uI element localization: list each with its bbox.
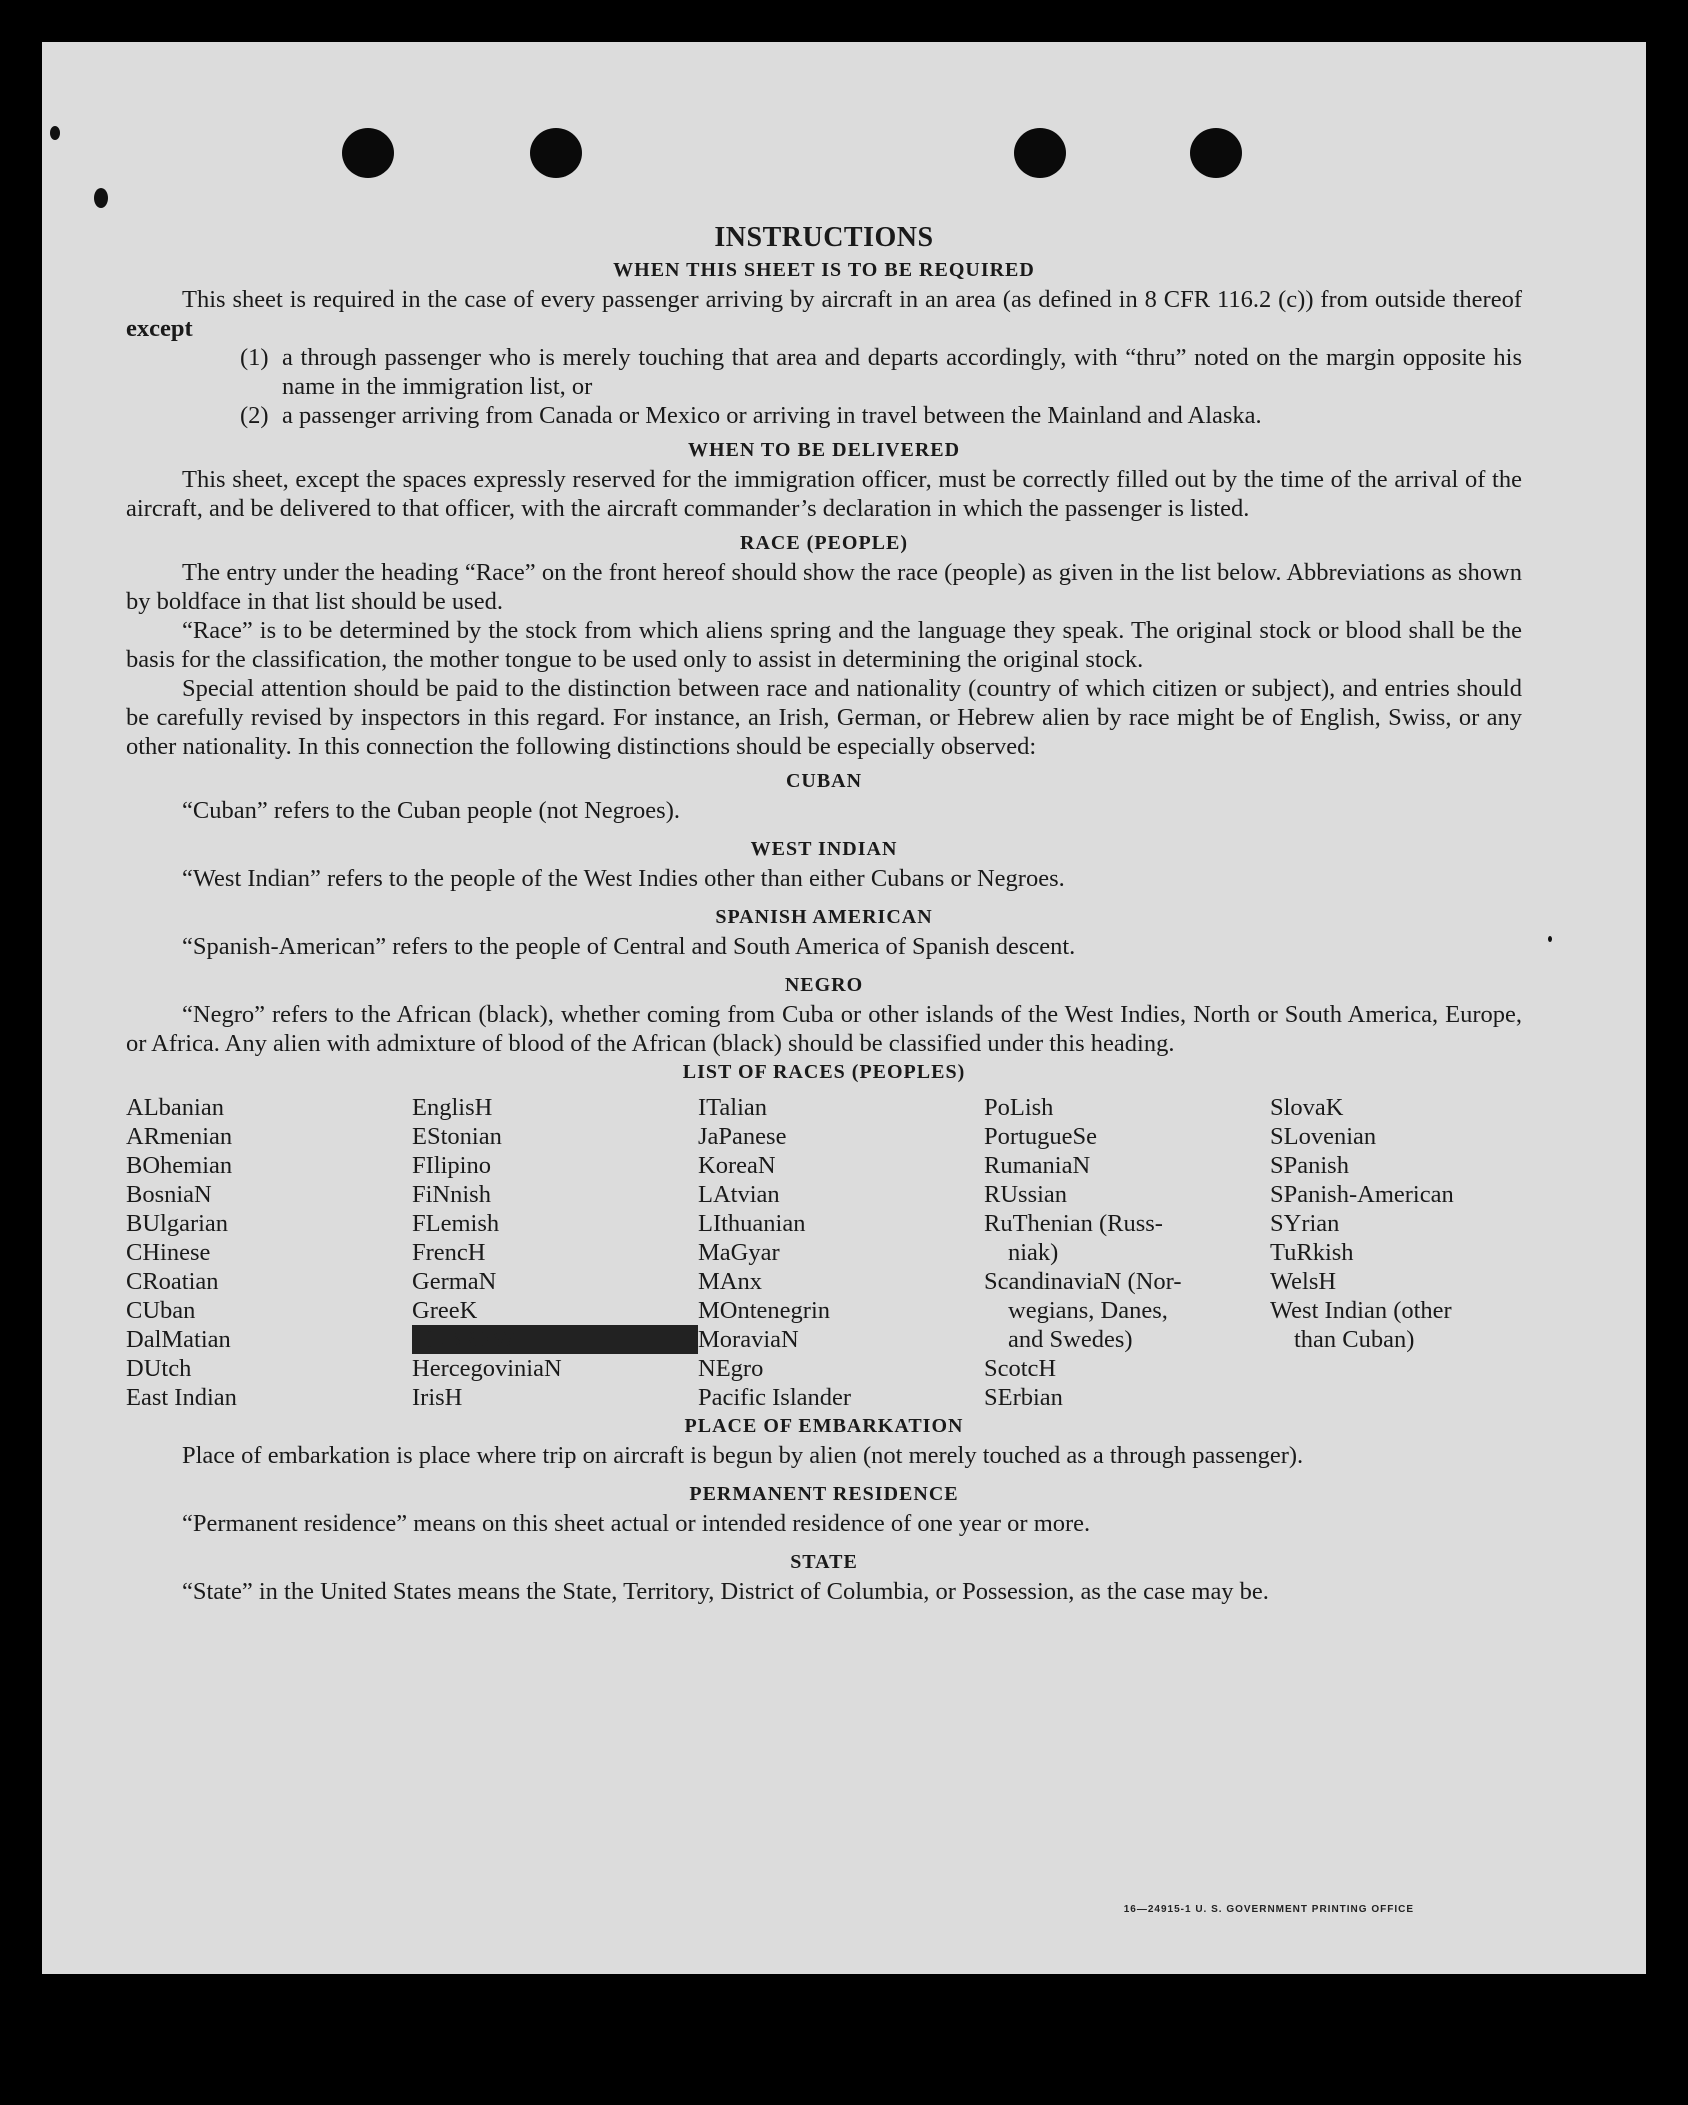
item-number: (1) [240,344,269,371]
when-required-intro [126,285,1522,343]
race-entry: WelsH [1270,1268,1337,1295]
race-entry: RuThenian (Russ- [984,1210,1163,1237]
race-entry-continued: niak) [1008,1239,1059,1266]
race-entry: MaGyar [698,1239,780,1266]
heading-state: STATE [790,1551,858,1573]
punch-hole [1014,128,1066,178]
race-entry-continued: than Cuban) [1294,1326,1415,1353]
races-column [984,1093,1270,1412]
item-text: a through passenger who is merely touching that area and departs accordingly, with “thru” noted on the margin opposite his name in the immigration list, or [282,344,1522,400]
race-entry: HercegoviniaN [412,1355,562,1382]
ink-speck [94,188,108,208]
race-entry: CRoatian [126,1268,219,1295]
race-entry: SLovenian [1270,1123,1377,1150]
heading-when-required: WHEN THIS SHEET IS TO BE REQUIRED [613,259,1035,281]
race-entry: GreeK [412,1297,478,1324]
races-column [1270,1093,1530,1412]
instructions-body [126,220,1522,1606]
race-entry: SErbian [984,1384,1063,1411]
race-entry: ScotcH [984,1355,1057,1382]
race-entry: East Indian [126,1384,237,1411]
ink-speck [50,126,60,140]
item-number: (2) [240,402,269,429]
race-entry: EStonian [412,1123,502,1150]
printer-imprint: 16—24915-1 U. S. GOVERNMENT PRINTING OFFICE [1123,1904,1414,1915]
exception-item [240,343,1522,401]
intro-text: This sheet is required in the case of every passenger arriving by aircraft in an area (as defined in 8 CFR 116.2 (c)) from outside thereof [182,286,1522,313]
race-entry: KoreaN [698,1152,776,1179]
race-entry: BOhemian [126,1152,233,1179]
embarkation-text: Place of embarkation is place where trip on aircraft is begun by alien (not merely touched as a through passenger). [182,1442,1304,1469]
race-entry: MOntenegrin [698,1297,830,1324]
race-entry: PoLish [984,1094,1054,1121]
heading-negro: NEGRO [784,974,864,996]
race-entry: CHinese [126,1239,211,1266]
race-entry: CUban [126,1297,196,1324]
race-entry: BosniaN [126,1181,212,1208]
races-list [126,1093,1522,1412]
races-column [126,1093,412,1412]
race-entry: IrisH [412,1384,463,1411]
heading-race: RACE (PEOPLE) [740,532,908,554]
race-entry: DUtch [126,1355,192,1382]
race-entry: SPanish [1270,1152,1349,1179]
heading-list-of-races: LIST OF RACES (PEOPLES) [682,1061,966,1083]
race-entry: TuRkish [1270,1239,1354,1266]
race-entry: ITalian [698,1094,768,1121]
race-entry-continued: and Swedes) [1008,1326,1133,1353]
race-entry: DalMatian [126,1326,231,1353]
race-entry: MAnx [698,1268,762,1295]
race-entry: LIthuanian [698,1210,806,1237]
race-entry: FrencH [412,1239,486,1266]
heading-when-delivered: WHEN TO BE DELIVERED [687,439,961,461]
race-entry: GermaN [412,1268,497,1295]
races-column [698,1093,984,1412]
race-entry: LAtvian [698,1181,780,1208]
race-entry: FIlipino [412,1152,491,1179]
heading-cuban: CUBAN [785,770,863,792]
page-title: INSTRUCTIONS [714,222,934,253]
punch-hole [1190,128,1242,178]
negro-text: “Negro” refers to the African (black), whether coming from Cuba or other islands of the West Indies, North or South America, Europe, or Africa. Any alien with admixture of blood of the African (black) should be classified under this heading. [126,1001,1522,1057]
cuban-text: “Cuban” refers to the Cuban people (not Negroes). [182,797,680,824]
spanish-american-text: “Spanish-American” refers to the people of Central and South America of Spanish descent. [182,933,1076,960]
when-delivered-text: This sheet, except the spaces expressly reserved for the immigration officer, must be correctly filled out by the time of the arrival of the aircraft, and be delivered to that officer, with the aircraft commander’s declaration in which the passenger is listed. [126,466,1522,522]
race-paragraph: The entry under the heading “Race” on the front hereof should show the race (people) as given in the list below. Abbreviations as shown by boldface in that list should be used. [126,559,1522,615]
race-entry: SPanish-American [1270,1181,1454,1208]
punch-hole [530,128,582,178]
state-text: “State” in the United States means the State, Territory, District of Columbia, or Possession, as the case may be. [182,1578,1269,1605]
race-entry: RumaniaN [984,1152,1091,1179]
race-entry: SYrian [1270,1210,1340,1237]
race-entry-redacted [412,1325,698,1354]
race-entry-continued: wegians, Danes, [1008,1297,1168,1324]
exception-item [240,401,1522,430]
race-entry: PortugueSe [984,1123,1097,1150]
race-entry: JaPanese [698,1123,787,1150]
race-entry: BUlgarian [126,1210,229,1237]
redacted-entry: HEBREW [412,1325,698,1354]
west-indian-text: “West Indian” refers to the people of the West Indies other than either Cubans or Negroes. [182,865,1065,892]
ink-speck [1548,936,1552,942]
race-entry: Pacific Islander [698,1384,852,1411]
heading-embarkation: PLACE OF EMBARKATION [684,1415,964,1437]
race-entry: MoraviaN [698,1326,799,1353]
race-entry: NEgro [698,1355,764,1382]
race-entry: West Indian (other [1270,1297,1452,1324]
race-entry: ALbanian [126,1094,224,1121]
race-entry: RUssian [984,1181,1068,1208]
races-column [412,1093,698,1412]
punch-hole [342,128,394,178]
race-paragraph: “Race” is to be determined by the stock from which aliens spring and the language they speak. The original stock or blood shall be the basis for the classification, the mother tongue to be used only to assist in determining the original stock. [126,617,1522,673]
heading-permanent-residence: PERMANENT RESIDENCE [689,1483,959,1505]
race-paragraph: Special attention should be paid to the distinction between race and nationality (country of which citizen or subject), and entries should be carefully revised by inspectors in this regard. For instance, an Irish, German, or Hebrew alien by race might be of English, Swiss, or any other nationality. In this connection the following distinctions should be especially observed: [126,675,1522,760]
race-entry: ScandinaviaN (Nor- [984,1268,1182,1295]
heading-west-indian: WEST INDIAN [750,838,898,860]
race-entry: FLemish [412,1210,500,1237]
document-sheet [42,42,1646,1974]
item-text: a passenger arriving from Canada or Mexico or arriving in travel between the Mainland and Alaska. [282,402,1262,429]
race-entry: FiNnish [412,1181,491,1208]
intro-except: except [126,315,193,342]
race-entry: EnglisH [412,1094,493,1121]
heading-spanish-american: SPANISH AMERICAN [715,906,933,928]
residence-text: “Permanent residence” means on this sheet actual or intended residence of one year or more. [182,1510,1091,1537]
race-entry: SlovaK [1270,1094,1344,1121]
race-entry: ARmenian [126,1123,233,1150]
